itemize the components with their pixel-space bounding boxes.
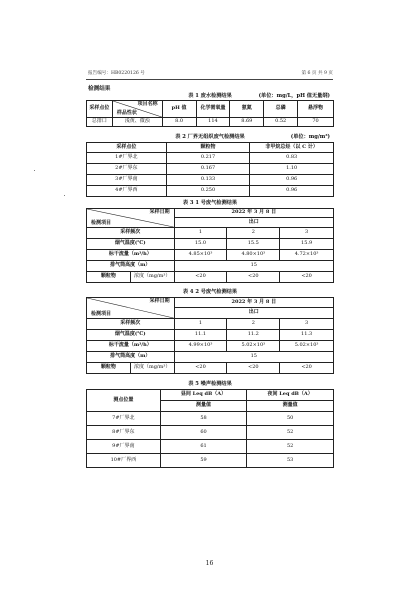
t4-diag-header: 采样日期 检测项目 xyxy=(87,298,175,319)
table-row: 总排口 浅黄、微浊 8.0 114 8.69 0.52 70 xyxy=(87,118,334,127)
t4-date: 2022 年 3 月 8 日 xyxy=(174,298,333,308)
noise-table: 测点位置 昼间 Leq dB（A） 夜间 Leq dB（A） 测量值 测量值 7#厂界北 58 50 8#厂界东 60 52 9#厂界南 61 52 10#厂界西 59 53 xyxy=(86,389,334,468)
t1-col-nh3: 氨氮 xyxy=(230,101,264,118)
page-indicator: 第 6 页 共 9 页 xyxy=(301,71,333,76)
t1-col-cod: 化学需氧量 xyxy=(196,101,230,118)
table-row: 颗粒物 浓度（mg/m³） <20 <20 <20 xyxy=(87,363,334,374)
table5-caption: 表 5 噪声检测结果 xyxy=(188,381,232,387)
table-row: 10#厂界西 59 53 xyxy=(87,454,334,468)
fugitive-gas-table: 采样点位 颗粒物 非甲烷总烃（以 C 计） 1#厂界北 0.217 0.83 2#厂界东 0.167 1.10 3#厂界南 0.133 0.96 4#厂界西 0.250 0.96 xyxy=(86,142,334,197)
table-row: 标干流量（m³/h） 4.99×10³ 5.02×10³ 5.02×10³ xyxy=(87,341,334,352)
table-row: 3#厂界南 0.133 0.96 xyxy=(87,175,334,186)
t3-diag-header: 采样日期 检测项目 xyxy=(87,209,175,228)
wastewater-table xyxy=(86,100,334,127)
t1-diag-header: 项目名称 样品性状 xyxy=(112,101,162,118)
table-row: 2#厂界东 0.167 1.10 xyxy=(87,164,334,175)
t3-date: 2022 年 3 月 8 日 xyxy=(174,209,333,218)
t1-col-ss: 悬浮物 xyxy=(298,101,334,118)
t1-col-tp: 总磷 xyxy=(264,101,298,118)
exhaust-1-table xyxy=(86,208,334,283)
table-row: 7#厂界北 58 50 xyxy=(87,412,334,426)
table-row: 1#厂界北 0.217 0.83 xyxy=(87,153,334,164)
table-row: 排气筒高度（m） 15 xyxy=(87,261,334,272)
t1-point-header: 采样点位 xyxy=(87,101,113,118)
table-row: 采样频次 1 2 3 xyxy=(87,319,334,330)
t3-outlet: 出口 xyxy=(174,218,333,228)
table-row: 排气筒高度（m） 15 xyxy=(87,352,334,363)
table3-caption: 表 3 1 号废气检测结果 xyxy=(182,200,238,206)
table1-unit: (单位：mg/L，pH 值无量纲) xyxy=(258,93,330,99)
t5-day-header: 昼间 Leq dB（A） xyxy=(160,390,247,401)
table1-caption: 表 1 废水检测结果 (单位：mg/L，pH 值无量纲) xyxy=(188,93,330,99)
table-row: 烟气温度(℃) 11.1 11.2 11.3 xyxy=(87,330,334,341)
table-row: 采样频次 1 2 3 xyxy=(87,228,334,239)
table-row: 颗粒物 浓度（mg/m³） <20 <20 <20 xyxy=(87,272,334,283)
page-number: 16 xyxy=(205,560,214,567)
table2-unit: (单位：mg/m³) xyxy=(290,134,330,140)
table4-caption: 表 4 2 号废气检测结果 xyxy=(182,289,238,295)
table-row: 标干流量（m³/h） 4.85×10³ 4.80×10³ 4.72×10³ xyxy=(87,250,334,261)
scan-speck xyxy=(34,170,35,171)
exhaust-2-table xyxy=(86,297,334,374)
t1-col-ph: pH 值 xyxy=(162,101,196,118)
table-row: 4#厂界西 0.250 0.96 xyxy=(87,186,334,197)
t5-night-header: 夜间 Leq dB（A） xyxy=(247,390,334,401)
table2-caption: 表 2 厂界无组织废气检测结果 (单位：mg/m³) xyxy=(175,134,330,140)
t4-outlet: 出口 xyxy=(174,308,333,319)
table-row: 烟气温度(℃) 15.0 15.5 15.9 xyxy=(87,239,334,250)
t5-point-header: 测点位置 xyxy=(87,390,161,412)
page-header xyxy=(88,70,333,76)
report-number: 报告编号：HB0220126 号 xyxy=(88,71,145,76)
table-row: 9#厂界南 61 52 xyxy=(87,440,334,454)
header-divider xyxy=(86,79,333,80)
section-title: 检测结果 xyxy=(88,86,111,92)
table-row: 8#厂界东 60 52 xyxy=(87,426,334,440)
scan-speck xyxy=(64,195,65,196)
